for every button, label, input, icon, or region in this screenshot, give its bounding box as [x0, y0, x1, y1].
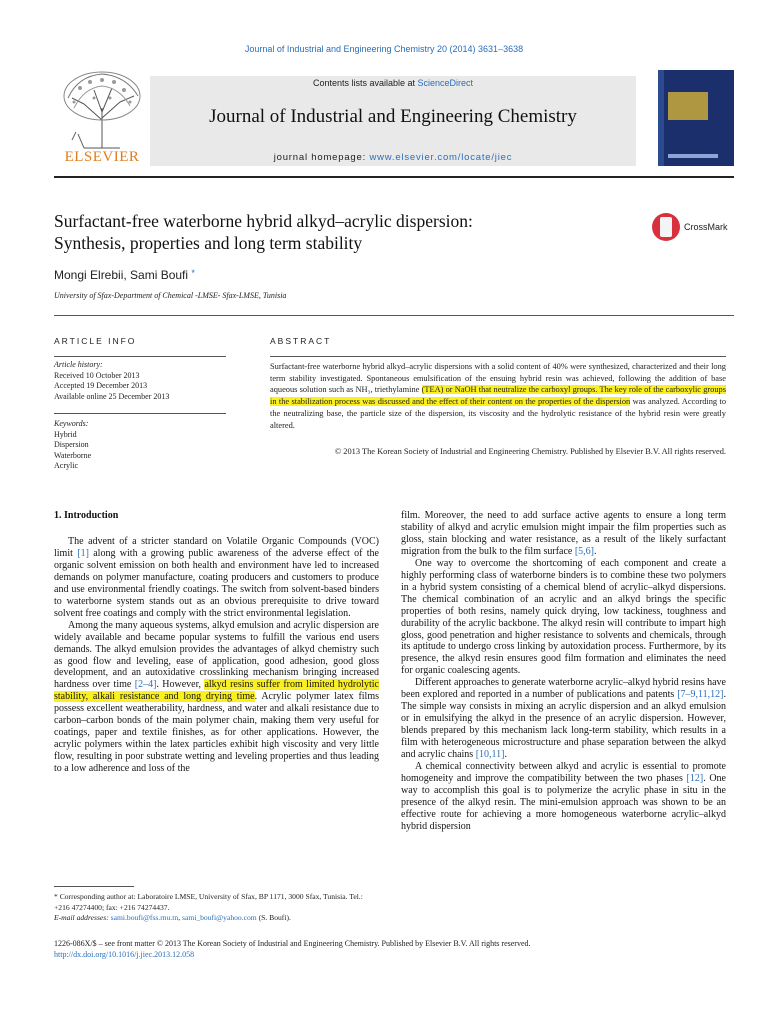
online-date: Available online 25 December 2013: [54, 391, 170, 401]
reference-link[interactable]: [12]: [686, 772, 704, 784]
abstract-heading: ABSTRACT: [270, 336, 332, 346]
cover-footer-strip: [668, 154, 718, 158]
accepted-date: Accepted 19 December 2013: [54, 381, 148, 390]
article-info-rule: [54, 356, 226, 357]
highlighted-text: alkyd resins suffer from limited hydrolytic stability, alkali resistance and long drying time: [54, 679, 379, 703]
abstract-copyright: © 2013 The Korean Society of Industrial and Engineering Chemistry. Published by Elsevier B.V. All rights reserved.: [334, 447, 726, 456]
cover-title-strip: [668, 92, 708, 120]
journal-banner: [54, 68, 734, 172]
homepage-link[interactable]: www.elsevier.com/locate/jiec: [369, 152, 513, 163]
paragraph: Among the many aqueous systems, alkyd emulsion and acrylic dispersion are widely available and became popular systems to fulfill the various end users demands. The alkyd emulsion provides the advantages of alkyd chemistry such as good flow and leveling, ease of application, good adhesion, good gloss development, and an autoxidative crosslinking mechanism bringing increased hardness over time [2–4]. However, alkyd resins suffer from limited hydrolytic stability, alkali resistance and long drying time. Acrylic polymer latex films possess excellent weatherability, hardness, and water and alkali resistance due to carbon–carbon bonds of the main polymer chain, making them very useful for coatings, paper and textile finishes, as for other applications. However, the acrylic polymers within the latex particles exhibit high viscosity and very little flow, resulting in poor substrate wetting and leveling properties and thus leading to a low adherence and loss of the: [54, 619, 380, 775]
sciencedirect-link[interactable]: ScienceDirect: [417, 78, 474, 88]
authors-divider: [54, 315, 734, 316]
email-label: E-mail addresses:: [54, 913, 109, 922]
publisher-wordmark: ELSEVIER: [64, 149, 140, 165]
keyword-item: Dispersion: [54, 440, 89, 449]
contents-line: [150, 78, 636, 88]
journal-title: Journal of Industrial and Engineering Chemistry: [209, 106, 577, 127]
elsevier-tree-icon: [54, 68, 150, 150]
body-column-left: [54, 536, 379, 775]
corresponding-author-mark[interactable]: *: [191, 268, 195, 278]
article-title-line1: Surfactant-free waterborne hybrid alkyd–acrylic dispersion:: [54, 211, 473, 231]
section-heading-introduction: 1. Introduction: [54, 510, 119, 521]
affiliation: University of Sfax-Department of Chemical -LMSE- Sfax-LMSE, Tunisia: [54, 291, 287, 300]
journal-citation[interactable]: Journal of Industrial and Engineering Chemistry 20 (2014) 3631–3638: [244, 44, 524, 54]
footnote-mark: *: [54, 892, 58, 901]
keyword-item: Hybrid: [54, 429, 77, 439]
paragraph: One way to overcome the shortcoming of each component and create a highly performing class of waterborne binders is to combine these two polymers in a hybrid system consisting of a chemical blend of acrylic–alkyd dispersions. The chemical combination of an acrylic and an alkyd brings the specific properties of both resins, namely quick drying, low tackiness, toughness and durability of the acrylic backbone. The alkyd resin will contribute to impart high gloss, good penetration and higher resistance to solvents and chemicals, through its aptitude to undergo cross linking by autoxidation process. Furthermore, by its presence, the alkyd resin ensures good film formation and eliminates the need for organic coalescing agents.: [401, 557, 726, 677]
reference-link[interactable]: [2–4]: [134, 679, 157, 691]
page-footer: [54, 938, 734, 960]
abstract-part2: was analyzed. According to the neutralizing base, the particle size of the dispersion, its viscosity and the hydrolytic resistance of the hybrid resin were greatly altered.: [270, 397, 727, 430]
abstract-highlight: (TEA) or NaOH that neutralize the carboxyl groups. The key role of the carboxylic groups in the stabilization process was discussed and the effect of their content on the properties of the dispersion: [270, 385, 726, 407]
article-title-line2: Synthesis, properties and long term stability: [54, 233, 363, 253]
paragraph: Different approaches to generate waterborne acrylic–alkyd hybrid resins have been explored and reported in a number of publications and patents [7–9,11,12]. The simple way consists in mixing an acrylic dispersion and an alkyd emulsion or in emulsifying the alkyd in the presence of an acrylic dispersion. However, blends prepared by this mechanism lack long-term stability, which results in a film with heterogeneous microstructure and phase separation between the alkyd and acrylic chains [10,11].: [401, 677, 726, 761]
crossmark-icon: [652, 213, 680, 241]
reference-link[interactable]: [1]: [77, 547, 89, 559]
footnote: [54, 892, 379, 924]
author-list: [54, 268, 195, 282]
reference-link[interactable]: [10,11]: [475, 749, 505, 761]
email-link[interactable]: sami.boufi@fss.rnu.tn: [110, 913, 179, 922]
article-info-heading: ARTICLE INFO: [54, 336, 137, 346]
history-label: Article history:: [54, 360, 103, 369]
keywords-list: [54, 419, 226, 472]
crossmark-button[interactable]: [652, 213, 734, 243]
article-history: [54, 360, 226, 402]
homepage-prefix: journal homepage:: [273, 152, 370, 163]
keyword-item: Waterborne: [54, 450, 92, 460]
footnote-rule: [54, 886, 134, 887]
paragraph: film. Moreover, the need to add surface active agents to ensure a long term stability of alkyd and acrylic emulsion might impair the film properties such as gloss, stain blocking and water resistance, as a result of the likely surfactant migration from the bulk to the film surface [5,6].: [401, 510, 726, 557]
doi-link[interactable]: http://dx.doi.org/10.1016/j.jiec.2013.12.058: [54, 950, 195, 959]
front-matter: 1226-086X/$ – see front matter © 2013 The Korean Society of Industrial and Engineering Chemistry. Published by Elsevier B.V. All rights reserved.: [54, 939, 531, 948]
journal-homepage: [150, 152, 636, 163]
received-date: Received 10 October 2013: [54, 370, 140, 380]
keywords-rule: [54, 413, 226, 414]
article-title: [54, 210, 634, 254]
abstract-part1: Surfactant-free waterborne hybrid alkyd–acrylic dispersions with a solid content of 40% were synthesized, characterized and their long term stability investigated. Spontaneous emulsification of the ensuing hybrid resin was achieved, following the addition of base aqueous solution such as NH₃, triethylamine: [270, 362, 726, 395]
footnote-corresponding: * Corresponding author at: Laboratoire LMSE, University of Sfax, BP 1171, 3000 Sfax, Tunisia. Tel.: +216 47274400; fax: +216 74274437.: [54, 892, 363, 912]
footnote-emails: E-mail addresses: sami.boufi@fss.rnu.tn, sami_boufi@yahoo.com (S. Boufi).: [54, 913, 291, 922]
body-column-right: [401, 510, 726, 833]
crossmark-label: CrossMark: [684, 222, 728, 232]
journal-cover-thumbnail[interactable]: [658, 70, 734, 166]
abstract-rule: [270, 356, 726, 357]
reference-link[interactable]: [5,6]: [574, 545, 595, 557]
elsevier-logo: [54, 68, 150, 168]
reference-link[interactable]: [7–9,11,12]: [677, 689, 724, 701]
banner-center: [150, 76, 636, 166]
header-divider: [54, 176, 734, 178]
contents-prefix: Contents lists available at: [312, 78, 418, 88]
paragraph: A chemical connectivity between alkyd and acrylic is essential to promote homogeneity and improve the compatibility between the two phases [12]. One way to accomplish this goal is to polymerize the acrylic phase in situ in the presence of the alkyd resin. The mini-emulsion approach was shown to be an effective route for achieving a more homogeneous waterborne acrylic–alkyd hybrid dispersion: [401, 761, 726, 832]
keyword-item: Acrylic: [54, 461, 78, 470]
cover-spine: [658, 70, 664, 166]
abstract-text: [270, 361, 726, 431]
paragraph: The advent of a stricter standard on Volatile Organic Compounds (VOC) limit [1] along with a growing public awareness of the adverse effect of the organic solvent emission on both health and environment have led to increased demands on polymer manufacture, coating producers and customers to produce and use environmental friendly coatings. The switch from solvent-based binders to waterborne system stands out as an obvious prerequisite to drive toward solvent free coatings and comply with the strict environmental legislation.: [54, 536, 379, 619]
authors-text: Mongi Elrebii, Sami Boufi: [54, 268, 189, 282]
keywords-label: Keywords:: [54, 419, 89, 428]
email-link[interactable]: sami_boufi@yahoo.com: [182, 913, 257, 922]
